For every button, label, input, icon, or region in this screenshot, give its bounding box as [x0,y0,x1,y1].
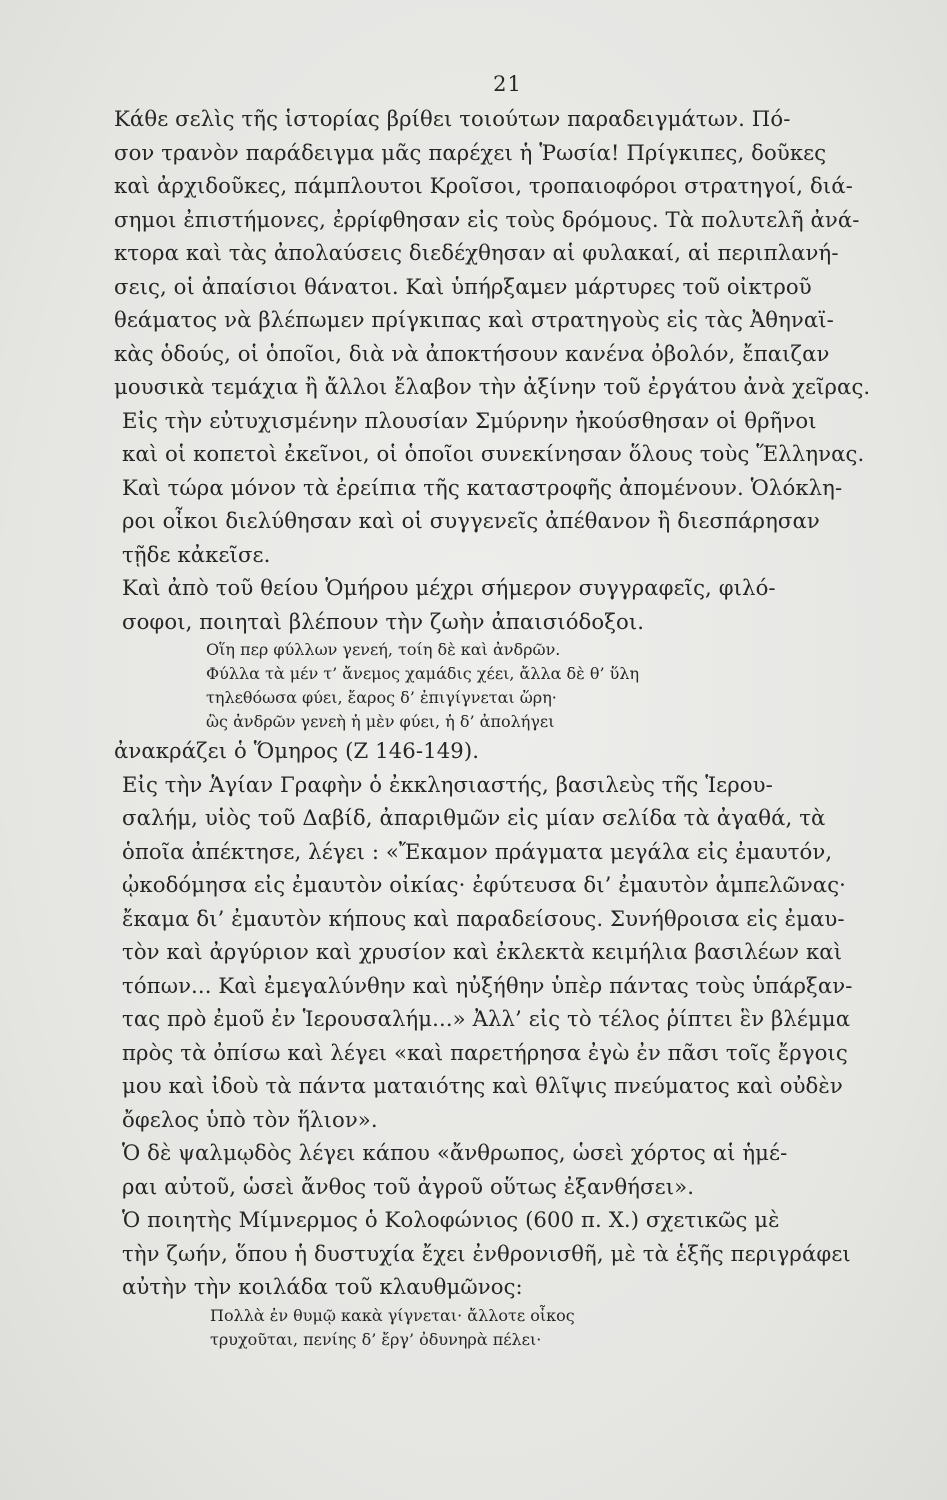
text-line: ᾠκοδόμησα εἰς ἐμαυτὸν οἰκίας· ἐφύτευσα δι’ ἐμαυτὸν ἀμπελῶνας· [122,872,847,897]
text-line: σοφοι, ποιηταὶ βλέπουν τὴν ζωὴν ἀπαισιόδοξοι. [122,608,645,634]
text-line: θεάματος νὰ βλέπωμεν πρίγκιπας καὶ στρατηγοὺς εἰς τὰς Ἀθηναϊ- [114,307,834,332]
paragraph [114,571,859,638]
text-line: καὶ οἱ κοπετοὶ ἐκεῖνοι, οἱ ὁποῖοι συνεκίνησαν ὅλους τοὺς Ἕλληνας. [122,441,865,466]
text-line: Καὶ τώρα μόνον τὰ ἐρείπια τῆς καταστροφῆς ἀπομένουν. Ὁλόκλη- [122,474,843,500]
text-line: Εἰς τὴν εὐτυχισμένην πλουσίαν Σμύρνην ἠκούσθησαν οἱ θρῆνοι [122,407,817,433]
text-line: τὸν καὶ ἀργύριον καὶ χρυσίον καὶ ἐκλεκτὰ κειμήλια βασιλέων καὶ [122,939,843,964]
paragraph [114,1136,859,1203]
text-line: σημοι ἐπιστήμονες, ἐρρίφθησαν εἰς τοὺς δρόμους. Τὰ πολυτελῆ ἀνά- [114,206,860,232]
text-line: τας πρὸ ἐμοῦ ἐν Ἱερουσαλήμ...» Ἀλλ’ εἰς τὸ τέλος ῥίπτει ἓν βλέμμα [122,1006,851,1031]
text-line: αὐτὴν τὴν κοιλάδα τοῦ κλαυθμῶνος: [122,1274,523,1299]
text-line: κὰς ὁδούς, οἱ ὁποῖοι, διὰ νὰ ἀποκτήσουν κανένα ὀβολόν, ἔπαιζαν [114,340,830,366]
verse-line: Οἵη περ φύλλων γενεή, τοίη δὲ καὶ ἀνδρῶν. [206,640,561,659]
text-line: πρὸς τὰ ὀπίσω καὶ λέγει «καὶ παρετήρησα ἐγὼ ἐν πᾶσι τοῖς ἔργοις [122,1039,848,1065]
text-line: Καὶ ἀπὸ τοῦ θείου Ὁμήρου μέχρι σήμερον συγγραφεῖς, φιλό- [122,575,776,600]
text-line: ὄφελος ὑπὸ τὸν ἥλιον». [122,1106,378,1132]
text-line: μουσικὰ τεμάχια ἢ ἄλλοι ἔλαβον τὴν ἀξίνην τοῦ ἐργάτου ἀνὰ χεῖρας. [114,374,871,399]
text-line: τῇδε κἀκεῖσε. [122,541,271,567]
text-line: Ὁ ποιητὴς Μίμνερμος ὁ Κολοφώνιος (600 π. Χ.) σχετικῶς μὲ [122,1207,780,1232]
text-line: ροι οἶκοι διελύθησαν καὶ οἱ συγγενεῖς ἀπέθανον ἢ διεσπάρησαν [122,508,820,533]
paragraph [114,102,871,404]
verse-line: τηλεθόωσα φύει, ἔαρος δ’ ἐπιγίγνεται ὥρη· [206,688,557,707]
page-number: 21 [493,72,522,96]
verse-line: Φύλλα τὰ μέν τ’ ἄνεμος χαμάδις χέει, ἄλλα δὲ θ’ ὕλη [206,664,640,683]
homer-verse-quote [206,638,859,734]
text-line: Ὁ δὲ ψαλμῳδὸς λέγει κάπου «ἄνθρωπος, ὡσεὶ χόρτος αἱ ἡμέ- [122,1140,788,1165]
paragraph [114,404,865,572]
text-line: τὴν ζωήν, ὅπου ἡ δυστυχία ἔχει ἐνθρονισθῆ, μὲ τὰ ἑξῆς περιγράφει [122,1240,851,1266]
verse-line: τρυχοῦται, πενίης δ’ ἔργ’ ὀδυνηρὰ πέλει· [210,1329,542,1349]
text-line: καὶ ἀρχιδοῦκες, πάμπλουτοι Κροῖσοι, τροπαιοφόροι στρατηγοί, διά- [114,173,853,198]
text-body-bottom [114,734,859,1304]
text-line: ὁποῖα ἀπέκτησε, λέγει : «Ἔκαμον πράγματα μεγάλα εἰς ἐμαυτόν, [122,838,833,864]
text-line: Εἰς τὴν Ἁγίαν Γραφὴν ὁ ἐκκλησιαστής, βασιλεὺς τῆς Ἱερου- [122,771,773,797]
text-line: κτορα καὶ τὰς ἀπολαύσεις διεδέχθησαν αἱ φυλακαί, αἱ περιπλανή- [114,240,839,265]
text-line: μου καὶ ἰδοὺ τὰ πάντα ματαιότης καὶ θλῖψις πνεύματος καὶ οὐδὲν [122,1073,843,1098]
verse-attribution: ἀνακράζει ὁ Ὅμηρος (Ζ 146-149). [114,738,480,763]
text-line: ραι αὐτοῦ, ὡσεὶ ἄνθος τοῦ ἀγροῦ οὕτως ἐξανθήσει». [122,1173,695,1199]
text-line: σεις, οἱ ἀπαίσιοι θάνατοι. Καὶ ὑπήρξαμεν μάρτυρες τοῦ οἰκτροῦ [114,273,812,299]
paragraph [114,768,859,1137]
text-line: σον τρανὸν παράδειγμα μᾶς παρέχει ἡ Ῥωσία! Πρίγκιπες, δοῦκες [114,139,827,165]
text-body-top [114,102,871,638]
paragraph [114,1203,859,1304]
text-line: σαλήμ, υἱὸς τοῦ Δαβίδ, ἀπαριθμῶν εἰς μίαν σελίδα τὰ ἀγαθά, τὰ [122,805,826,830]
text-line: Κάθε σελὶς τῆς ἱστορίας βρίθει τοιούτων παραδειγμάτων. Πό- [114,106,791,131]
text-line: τόπων... Καὶ ἐμεγαλύνθην καὶ ηὐξήθην ὑπὲρ πάντας τοὺς ὑπάρξαν- [122,972,853,998]
mimnermus-verse-quote [210,1304,859,1352]
verse-line: Πολλὰ ἐν θυμῷ κακὰ γίγνεται· ἄλλοτε οἶκος [210,1305,575,1325]
verse-line: ὣς ἀνδρῶν γενεὴ ἡ μὲν φύει, ἡ δ’ ἀπολήγει [206,712,555,731]
text-line: ἔκαμα δι’ ἐμαυτὸν κήπους καὶ παραδείσους. Συνήθροισα εἰς ἐμαυ- [122,905,845,931]
